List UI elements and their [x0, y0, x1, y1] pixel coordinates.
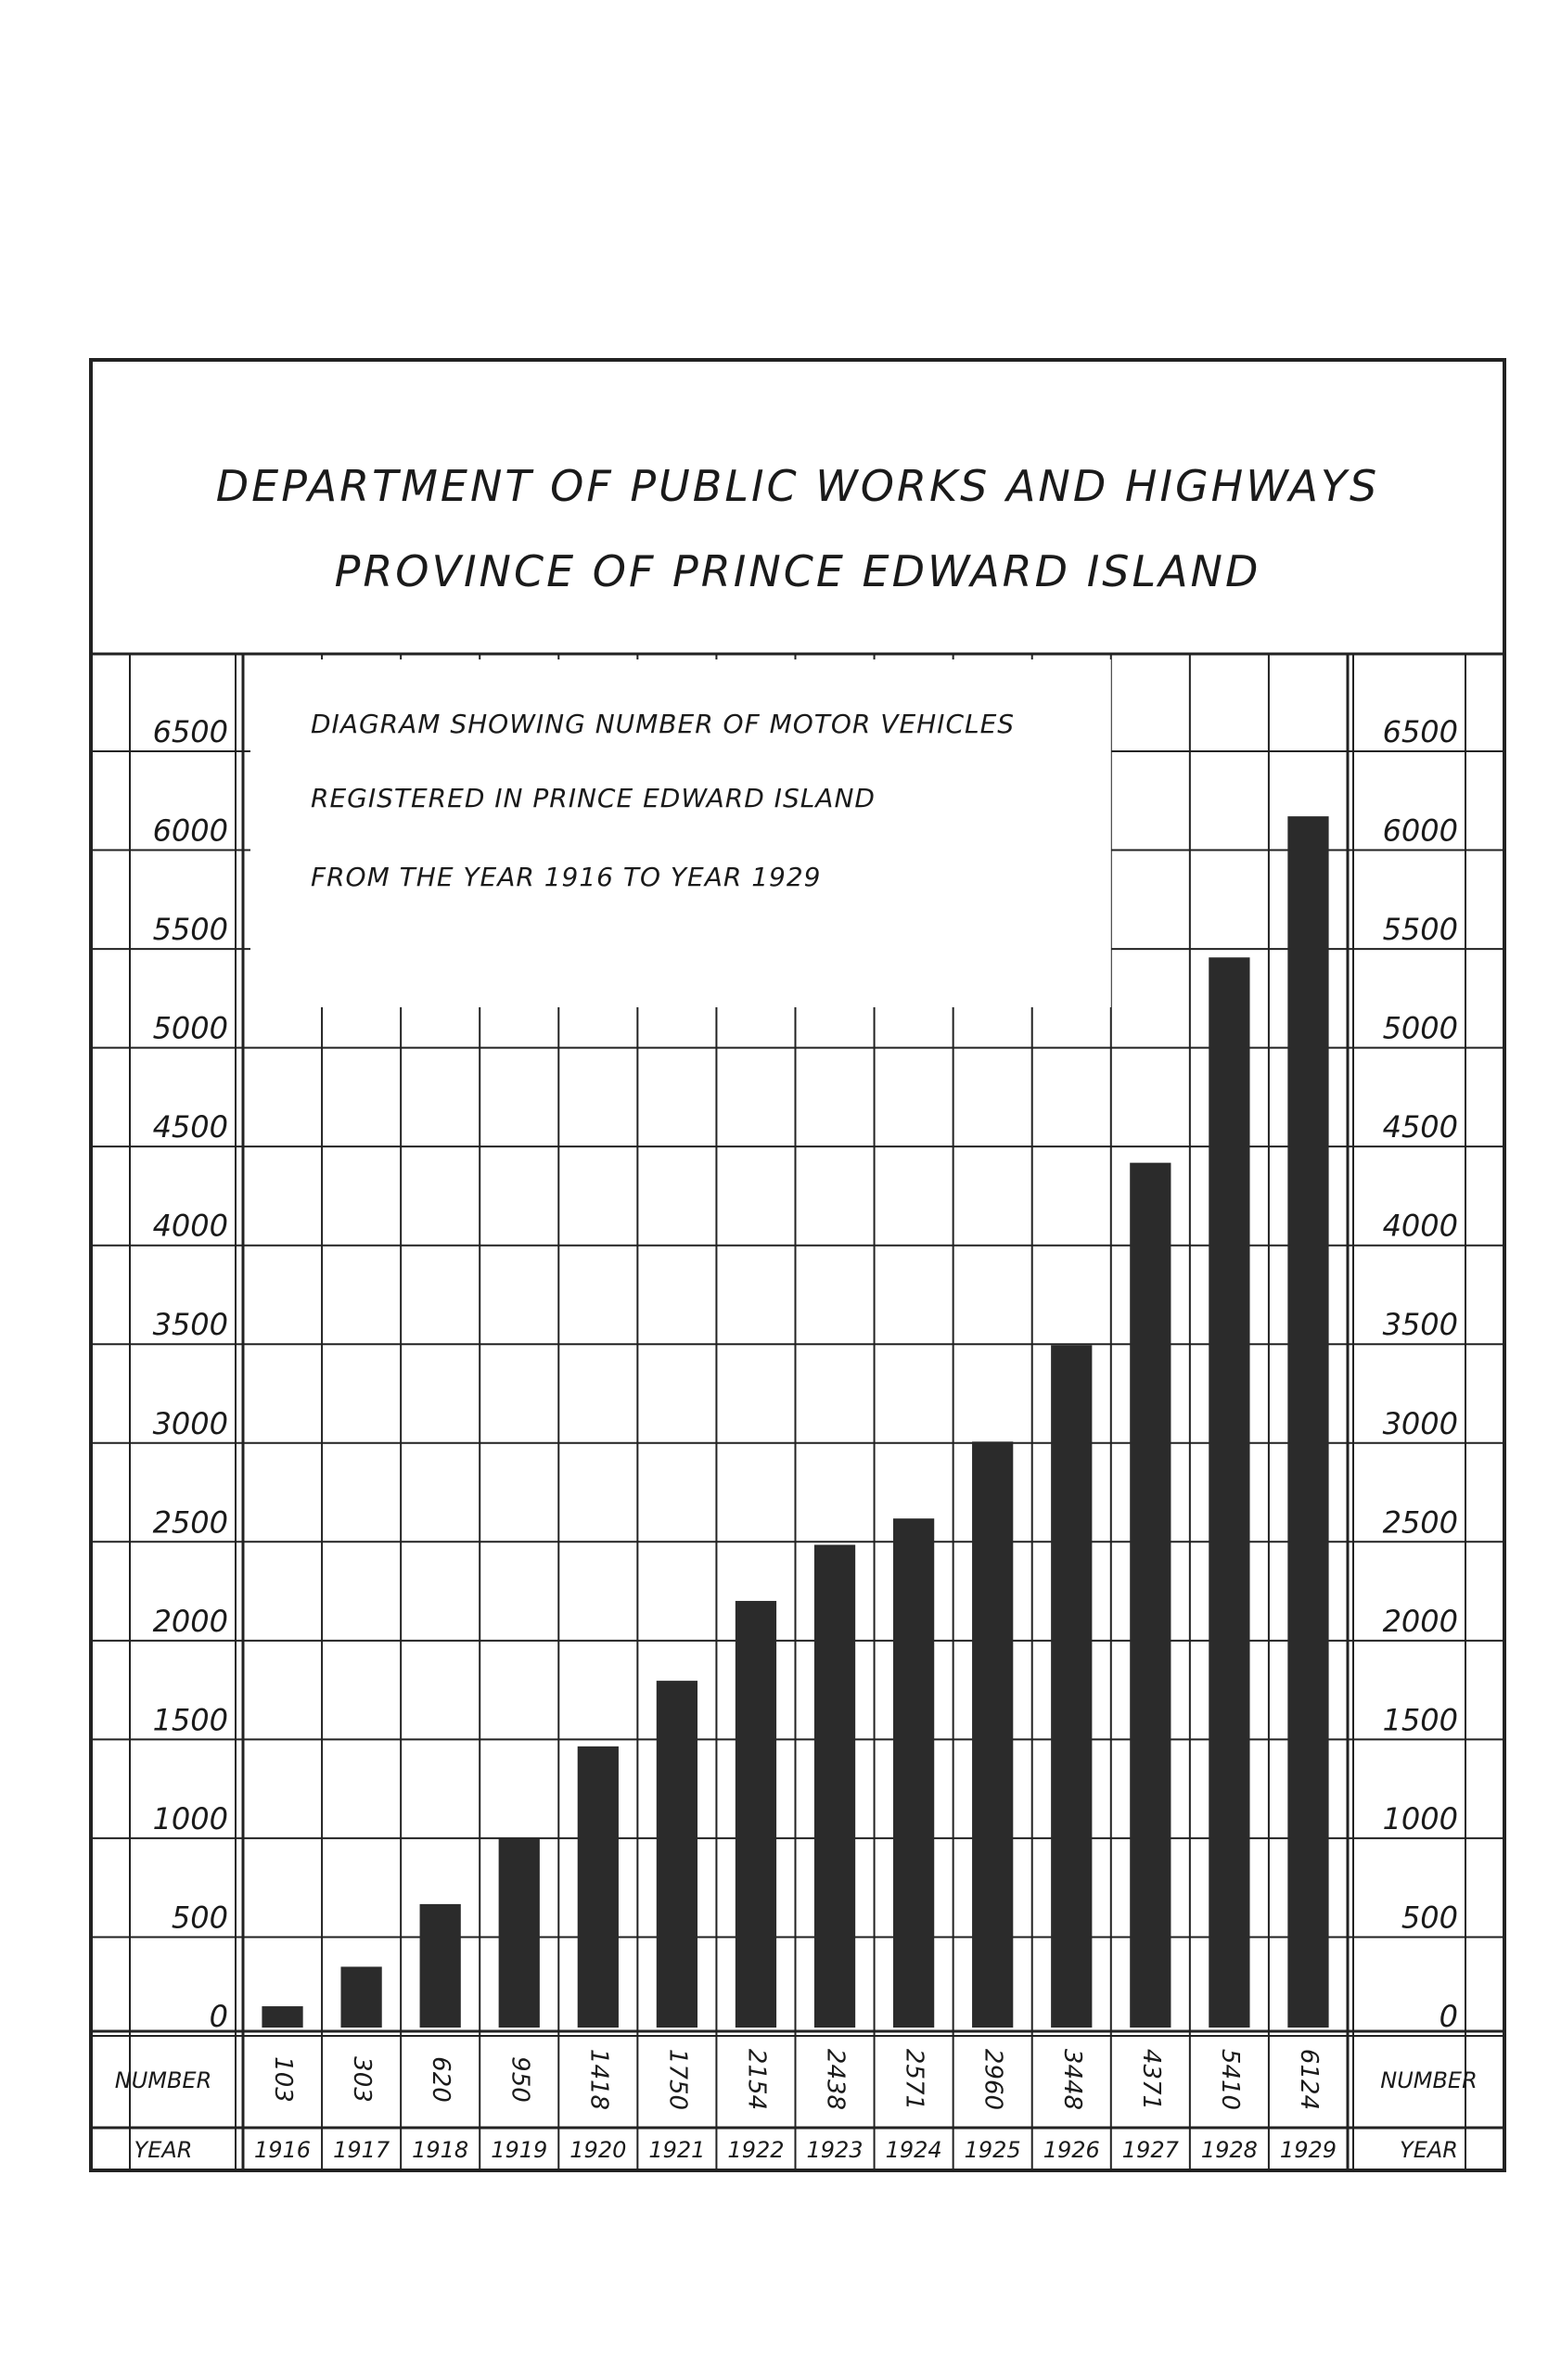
number-cell-1918: 620: [427, 2056, 455, 2103]
y-tick-label-right: 5000: [1382, 1010, 1458, 1046]
number-cell-1917: 303: [348, 2056, 377, 2103]
bar-1917: [340, 1966, 381, 2028]
number-row-label-right: NUMBER: [1380, 2067, 1478, 2093]
number-cell-1919: 950: [505, 2056, 534, 2103]
caption-line3: FROM THE YEAR 1916 TO YEAR 1929: [311, 862, 822, 892]
bar-1929: [1287, 816, 1328, 2028]
y-tick-label-right: 500: [1401, 1900, 1458, 1936]
year-cell-1928: 1928: [1200, 2137, 1258, 2163]
y-tick-label-right: 6000: [1382, 813, 1458, 849]
y-tick-label-left: 4500: [152, 1109, 228, 1145]
y-tick-label-right: 3000: [1382, 1405, 1458, 1441]
y-tick-label-right: 4000: [1382, 1208, 1458, 1244]
y-tick-label-right: 3500: [1382, 1307, 1458, 1343]
y-tick-label-right: 0: [1439, 1999, 1458, 2034]
bar-1924: [893, 1518, 934, 2028]
year-cell-1927: 1927: [1121, 2137, 1179, 2163]
y-tick-label-right: 1000: [1382, 1800, 1458, 1836]
bar-1921: [657, 1681, 697, 2028]
year-cell-1916: 1916: [253, 2137, 312, 2163]
bar-1922: [736, 1601, 776, 2028]
year-cell-1921: 1921: [648, 2137, 706, 2163]
year-cell-1926: 1926: [1043, 2137, 1100, 2163]
y-tick-label-right: 6500: [1382, 714, 1458, 749]
y-tick-label-right: 5500: [1382, 912, 1458, 948]
number-cell-1924: 2571: [900, 2048, 928, 2111]
number-cell-1925: 2960: [979, 2048, 1007, 2111]
bar-1926: [1051, 1345, 1092, 2028]
number-cell-1923: 2438: [821, 2048, 850, 2111]
number-cell-1916: 103: [269, 2056, 298, 2103]
y-tick-label-left: 3500: [152, 1307, 228, 1343]
y-tick-label-right: 2500: [1382, 1504, 1458, 1541]
year-cell-1920: 1920: [569, 2137, 627, 2163]
y-tick-label-left: 2000: [152, 1603, 228, 1639]
y-tick-label-left: 6000: [152, 813, 228, 849]
caption-line2: REGISTERED IN PRINCE EDWARD ISLAND: [311, 783, 876, 813]
number-cell-1929: 6124: [1294, 2048, 1323, 2111]
year-cell-1925: 1925: [964, 2137, 1021, 2163]
year-row-label-right: YEAR: [1400, 2137, 1458, 2163]
y-tick-label-right: 4500: [1382, 1109, 1458, 1145]
bar-1928: [1209, 957, 1249, 2028]
page-title-line1: DEPARTMENT OF PUBLIC WORKS AND HIGHWAYS: [215, 461, 1380, 511]
page-title-line2: PROVINCE OF PRINCE EDWARD ISLAND: [334, 546, 1261, 596]
y-tick-label-right: 2000: [1382, 1603, 1458, 1639]
y-tick-label-left: 3000: [152, 1405, 228, 1441]
year-cell-1922: 1922: [727, 2137, 785, 2163]
y-tick-label-right: 1500: [1382, 1702, 1458, 1738]
bar-1920: [578, 1747, 619, 2028]
number-cell-1927: 4371: [1136, 2048, 1165, 2111]
number-cell-1922: 2154: [742, 2048, 771, 2111]
bar-1925: [972, 1441, 1013, 2028]
y-tick-label-left: 500: [171, 1900, 228, 1936]
year-cell-1929: 1929: [1279, 2137, 1337, 2163]
number-cell-1926: 3448: [1057, 2048, 1086, 2111]
bar-1916: [262, 2006, 302, 2028]
year-cell-1919: 1919: [491, 2137, 548, 2163]
y-tick-label-left: 5000: [152, 1010, 228, 1046]
y-tick-label-left: 1500: [152, 1702, 228, 1738]
bar-1923: [814, 1545, 855, 2028]
bar-1918: [420, 1904, 461, 2028]
y-tick-label-left: 5500: [152, 912, 228, 948]
year-cell-1917: 1917: [333, 2137, 390, 2163]
y-tick-label-left: 6500: [152, 714, 228, 749]
number-cell-1920: 1418: [584, 2048, 613, 2111]
year-row-label-left: YEAR: [134, 2137, 193, 2163]
year-cell-1924: 1924: [885, 2137, 942, 2163]
y-tick-label-left: 4000: [152, 1208, 228, 1244]
y-tick-label-left: 1000: [152, 1800, 228, 1836]
year-cell-1918: 1918: [412, 2137, 469, 2163]
number-cell-1921: 1750: [663, 2048, 692, 2111]
number-row-label-left: NUMBER: [114, 2067, 212, 2093]
year-cell-1923: 1923: [806, 2137, 864, 2163]
bar-1927: [1130, 1163, 1171, 2028]
number-cell-1928: 5410: [1215, 2048, 1244, 2111]
bar-1919: [499, 1839, 540, 2028]
caption-line1: DIAGRAM SHOWING NUMBER OF MOTOR VEHICLES: [311, 709, 1016, 739]
y-tick-label-left: 2500: [152, 1504, 228, 1541]
y-tick-label-left: 0: [209, 1999, 228, 2034]
